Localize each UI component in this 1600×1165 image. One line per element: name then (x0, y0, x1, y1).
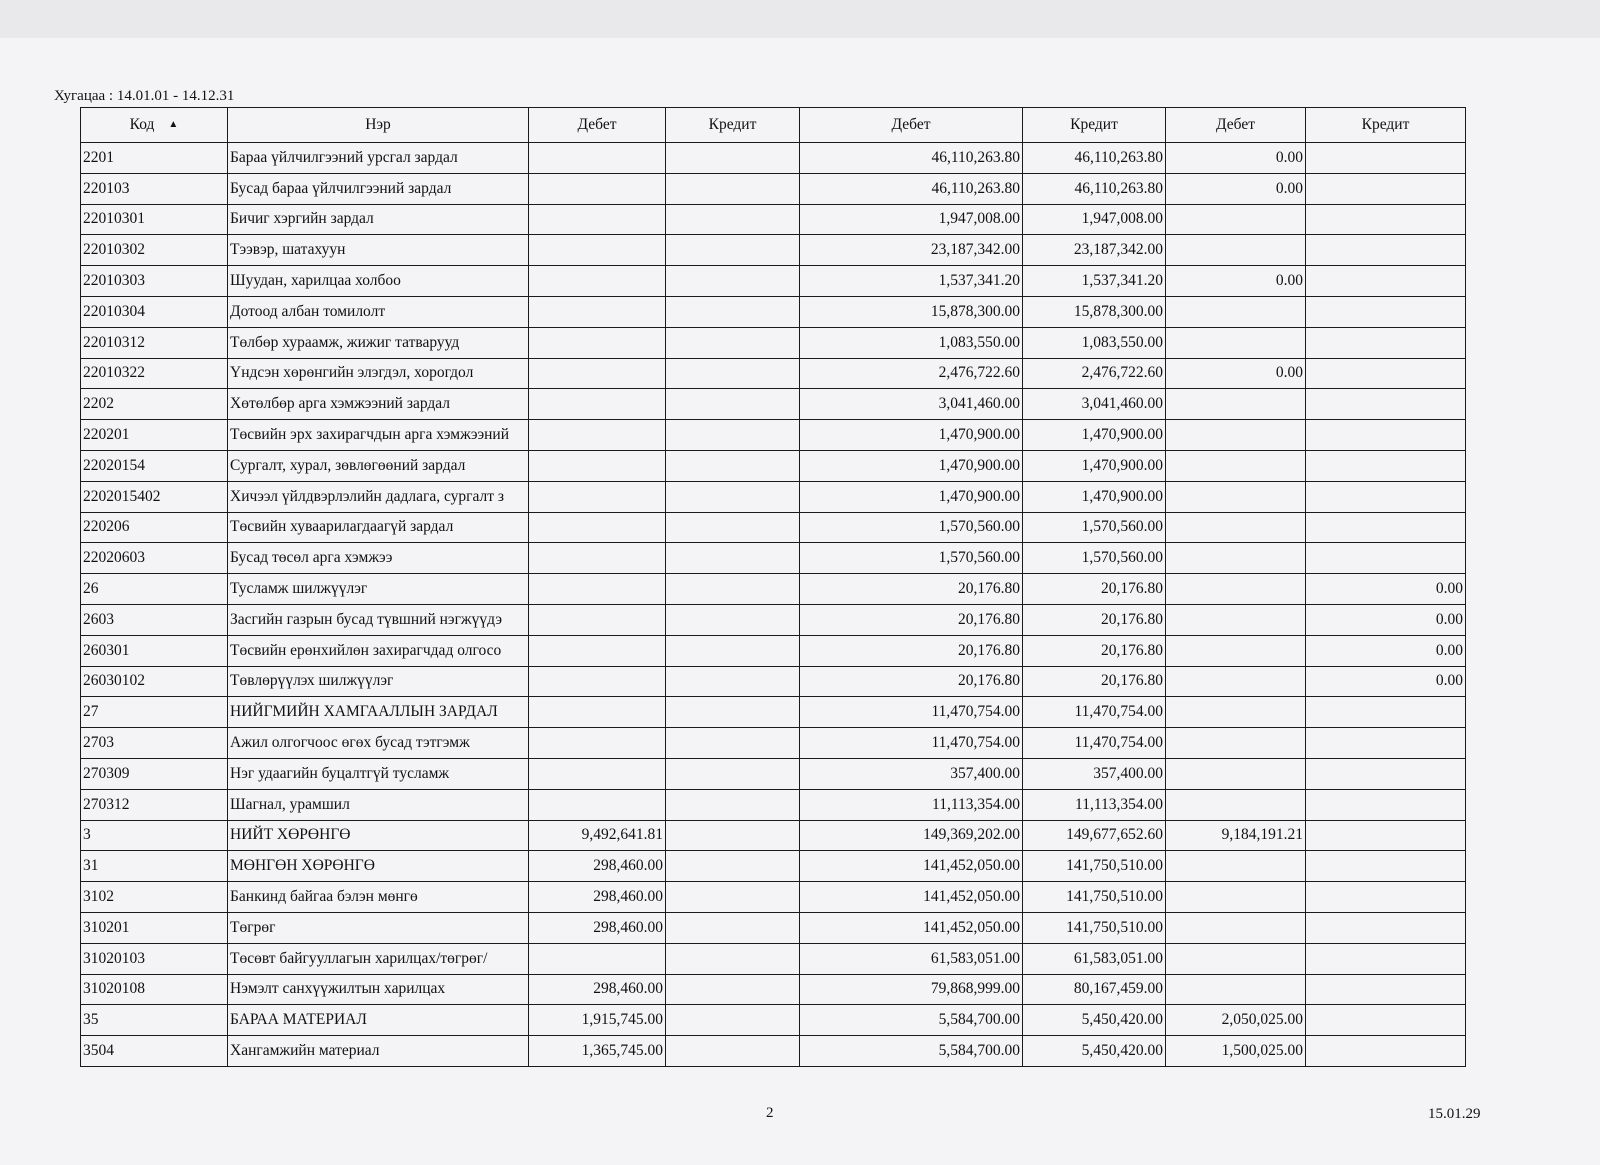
credit-closing-cell (1306, 882, 1466, 913)
debit-opening-cell (529, 512, 666, 543)
credit-opening-cell (666, 666, 800, 697)
credit-opening-cell (666, 820, 800, 851)
credit-closing-cell (1306, 697, 1466, 728)
account-code-cell: 22020154 (81, 450, 228, 481)
account-name-cell: БАРАА МАТЕРИАЛ (228, 1005, 529, 1036)
debit-opening-cell (529, 358, 666, 389)
col-header-debit-closing[interactable]: Дебет (1166, 108, 1306, 143)
credit-closing-cell (1306, 389, 1466, 420)
table-row[interactable] (81, 943, 1466, 974)
account-code-cell: 220103 (81, 173, 228, 204)
table-row[interactable] (81, 604, 1466, 635)
debit-closing-cell: 1,500,025.00 (1166, 1036, 1306, 1067)
debit-closing-cell (1166, 327, 1306, 358)
debit-turnover-cell: 61,583,051.00 (800, 943, 1023, 974)
debit-turnover-cell: 1,570,560.00 (800, 543, 1023, 574)
debit-opening-cell: 9,492,641.81 (529, 820, 666, 851)
debit-opening-cell (529, 420, 666, 451)
credit-turnover-cell: 1,470,900.00 (1023, 450, 1166, 481)
debit-closing-cell (1166, 235, 1306, 266)
debit-opening-cell: 1,915,745.00 (529, 1005, 666, 1036)
account-code-cell: 26030102 (81, 666, 228, 697)
debit-turnover-cell: 46,110,263.80 (800, 173, 1023, 204)
sort-ascending-icon[interactable]: ▲ (168, 119, 179, 130)
credit-opening-cell (666, 420, 800, 451)
debit-opening-cell (529, 728, 666, 759)
table-row[interactable] (81, 1036, 1466, 1067)
table-row[interactable] (81, 820, 1466, 851)
debit-turnover-cell: 1,470,900.00 (800, 481, 1023, 512)
account-name-cell: Бусад бараа үйлчилгээний зардал (228, 173, 529, 204)
debit-opening-cell (529, 635, 666, 666)
debit-opening-cell (529, 143, 666, 174)
account-name-cell: Төвлөрүүлэх шилжүүлэг (228, 666, 529, 697)
debit-opening-cell (529, 266, 666, 297)
table-row[interactable] (81, 543, 1466, 574)
account-code-cell: 2201 (81, 143, 228, 174)
page-number: 2 (766, 1105, 774, 1121)
debit-closing-cell (1166, 728, 1306, 759)
credit-closing-cell: 0.00 (1306, 635, 1466, 666)
account-code-cell: 2202 (81, 389, 228, 420)
credit-turnover-cell: 1,470,900.00 (1023, 420, 1166, 451)
account-code-cell: 22010312 (81, 327, 228, 358)
debit-turnover-cell: 5,584,700.00 (800, 1005, 1023, 1036)
credit-opening-cell (666, 204, 800, 235)
table-row[interactable] (81, 789, 1466, 820)
account-code-cell: 22010301 (81, 204, 228, 235)
debit-closing-cell (1166, 389, 1306, 420)
account-name-cell: Нэг удаагийн буцалтгүй тусламж (228, 758, 529, 789)
debit-closing-cell (1166, 450, 1306, 481)
col-header-credit-turnover[interactable]: Кредит (1023, 108, 1166, 143)
debit-closing-cell (1166, 789, 1306, 820)
credit-turnover-cell: 2,476,722.60 (1023, 358, 1166, 389)
debit-closing-cell (1166, 943, 1306, 974)
account-code-cell: 27 (81, 697, 228, 728)
credit-opening-cell (666, 943, 800, 974)
credit-closing-cell: 0.00 (1306, 666, 1466, 697)
credit-opening-cell (666, 481, 800, 512)
table-row[interactable] (81, 728, 1466, 759)
credit-opening-cell (666, 1005, 800, 1036)
account-name-cell: Бараа үйлчилгээний урсгал зардал (228, 143, 529, 174)
credit-opening-cell (666, 974, 800, 1005)
account-name-cell: Бусад төсөл арга хэмжээ (228, 543, 529, 574)
debit-closing-cell (1166, 420, 1306, 451)
debit-closing-cell (1166, 204, 1306, 235)
credit-closing-cell (1306, 327, 1466, 358)
account-name-cell: МӨНГӨН ХӨРӨНГӨ (228, 851, 529, 882)
debit-turnover-cell: 79,868,999.00 (800, 974, 1023, 1005)
credit-opening-cell (666, 235, 800, 266)
credit-opening-cell (666, 851, 800, 882)
col-header-debit-turnover[interactable]: Дебет (800, 108, 1023, 143)
account-code-cell: 220201 (81, 420, 228, 451)
debit-opening-cell: 298,460.00 (529, 851, 666, 882)
credit-turnover-cell: 46,110,263.80 (1023, 143, 1166, 174)
account-code-cell: 31020108 (81, 974, 228, 1005)
debit-opening-cell: 298,460.00 (529, 912, 666, 943)
account-name-cell: Нэмэлт санхүүжилтын харилцах (228, 974, 529, 1005)
debit-turnover-cell: 1,083,550.00 (800, 327, 1023, 358)
credit-closing-cell (1306, 758, 1466, 789)
table-row[interactable] (81, 697, 1466, 728)
account-code-cell: 3102 (81, 882, 228, 913)
credit-turnover-cell: 141,750,510.00 (1023, 851, 1166, 882)
credit-opening-cell (666, 574, 800, 605)
credit-turnover-cell: 5,450,420.00 (1023, 1036, 1166, 1067)
credit-closing-cell (1306, 512, 1466, 543)
table-row[interactable] (81, 296, 1466, 327)
debit-opening-cell (529, 789, 666, 820)
credit-closing-cell (1306, 543, 1466, 574)
credit-turnover-cell: 1,947,008.00 (1023, 204, 1166, 235)
account-code-cell: 270309 (81, 758, 228, 789)
credit-closing-cell (1306, 851, 1466, 882)
col-header-code[interactable]: Код ▲ (81, 108, 228, 143)
credit-opening-cell (666, 758, 800, 789)
table-row[interactable] (81, 327, 1466, 358)
credit-closing-cell (1306, 820, 1466, 851)
debit-turnover-cell: 20,176.80 (800, 666, 1023, 697)
credit-opening-cell (666, 512, 800, 543)
account-name-cell: Үндсэн хөрөнгийн элэгдэл, хорогдол (228, 358, 529, 389)
credit-closing-cell (1306, 143, 1466, 174)
credit-closing-cell: 0.00 (1306, 604, 1466, 635)
credit-opening-cell (666, 604, 800, 635)
account-code-cell: 220206 (81, 512, 228, 543)
credit-closing-cell (1306, 789, 1466, 820)
col-header-name[interactable]: Нэр (228, 108, 529, 143)
credit-turnover-cell: 61,583,051.00 (1023, 943, 1166, 974)
debit-closing-cell (1166, 912, 1306, 943)
table-row[interactable] (81, 851, 1466, 882)
account-code-cell: 3504 (81, 1036, 228, 1067)
account-code-cell: 22020603 (81, 543, 228, 574)
credit-closing-cell (1306, 204, 1466, 235)
table-row[interactable] (81, 389, 1466, 420)
credit-opening-cell (666, 389, 800, 420)
debit-opening-cell (529, 481, 666, 512)
account-code-cell: 3 (81, 820, 228, 851)
table-row[interactable] (81, 481, 1466, 512)
table-row[interactable] (81, 912, 1466, 943)
debit-closing-cell: 0.00 (1166, 143, 1306, 174)
table-row[interactable] (81, 666, 1466, 697)
credit-closing-cell (1306, 1036, 1466, 1067)
table-row[interactable] (81, 1005, 1466, 1036)
table-row[interactable] (81, 512, 1466, 543)
account-code-cell: 22010304 (81, 296, 228, 327)
credit-opening-cell (666, 697, 800, 728)
print-date: 15.01.29 (1428, 1106, 1481, 1122)
credit-turnover-cell: 3,041,460.00 (1023, 389, 1166, 420)
table-row[interactable] (81, 974, 1466, 1005)
credit-turnover-cell: 80,167,459.00 (1023, 974, 1166, 1005)
debit-opening-cell (529, 574, 666, 605)
credit-closing-cell (1306, 481, 1466, 512)
table-row[interactable] (81, 204, 1466, 235)
debit-turnover-cell: 11,113,354.00 (800, 789, 1023, 820)
credit-turnover-cell: 15,878,300.00 (1023, 296, 1166, 327)
credit-opening-cell (666, 789, 800, 820)
debit-turnover-cell: 141,452,050.00 (800, 912, 1023, 943)
debit-opening-cell: 1,365,745.00 (529, 1036, 666, 1067)
account-code-cell: 270312 (81, 789, 228, 820)
debit-opening-cell (529, 758, 666, 789)
debit-closing-cell (1166, 851, 1306, 882)
debit-opening-cell (529, 697, 666, 728)
table-row[interactable] (81, 266, 1466, 297)
account-name-cell: Төгрөг (228, 912, 529, 943)
account-code-cell: 31020103 (81, 943, 228, 974)
ledger-table (80, 107, 1466, 1067)
debit-opening-cell: 298,460.00 (529, 882, 666, 913)
account-name-cell: Хөтөлбөр арга хэмжээний зардал (228, 389, 529, 420)
debit-closing-cell (1166, 543, 1306, 574)
credit-opening-cell (666, 358, 800, 389)
account-name-cell: Банкинд байгаа бэлэн мөнгө (228, 882, 529, 913)
account-code-cell: 2603 (81, 604, 228, 635)
account-code-cell: 22010303 (81, 266, 228, 297)
account-name-cell: Засгийн газрын бусад түвшний нэгжүүдэ (228, 604, 529, 635)
credit-turnover-cell: 5,450,420.00 (1023, 1005, 1166, 1036)
debit-opening-cell (529, 666, 666, 697)
credit-closing-cell (1306, 358, 1466, 389)
debit-closing-cell: 9,184,191.21 (1166, 820, 1306, 851)
debit-opening-cell: 298,460.00 (529, 974, 666, 1005)
credit-turnover-cell: 141,750,510.00 (1023, 912, 1166, 943)
col-header-credit-opening[interactable]: Кредит (666, 108, 800, 143)
debit-closing-cell (1166, 481, 1306, 512)
debit-turnover-cell: 46,110,263.80 (800, 143, 1023, 174)
debit-turnover-cell: 11,470,754.00 (800, 697, 1023, 728)
debit-closing-cell (1166, 666, 1306, 697)
account-name-cell: Дотоод албан томилолт (228, 296, 529, 327)
scan-top-band (0, 0, 1600, 38)
debit-opening-cell (529, 450, 666, 481)
credit-turnover-cell: 1,537,341.20 (1023, 266, 1166, 297)
debit-turnover-cell: 141,452,050.00 (800, 882, 1023, 913)
account-name-cell: Хичээл үйлдвэрлэлийн дадлага, сургалт з (228, 481, 529, 512)
account-name-cell: Шуудан, харилцаа холбоо (228, 266, 529, 297)
credit-turnover-cell: 149,677,652.60 (1023, 820, 1166, 851)
credit-turnover-cell: 23,187,342.00 (1023, 235, 1166, 266)
debit-turnover-cell: 3,041,460.00 (800, 389, 1023, 420)
debit-turnover-cell: 2,476,722.60 (800, 358, 1023, 389)
debit-closing-cell: 0.00 (1166, 358, 1306, 389)
credit-turnover-cell: 46,110,263.80 (1023, 173, 1166, 204)
debit-opening-cell (529, 327, 666, 358)
credit-closing-cell (1306, 1005, 1466, 1036)
credit-opening-cell (666, 327, 800, 358)
account-name-cell: Төсвийн эрх захирагчдын арга хэмжээний (228, 420, 529, 451)
debit-turnover-cell: 23,187,342.00 (800, 235, 1023, 266)
debit-opening-cell (529, 296, 666, 327)
debit-opening-cell (529, 543, 666, 574)
credit-closing-cell (1306, 943, 1466, 974)
debit-closing-cell (1166, 574, 1306, 605)
account-code-cell: 310201 (81, 912, 228, 943)
credit-opening-cell (666, 266, 800, 297)
debit-turnover-cell: 20,176.80 (800, 635, 1023, 666)
table-row[interactable] (81, 420, 1466, 451)
credit-closing-cell (1306, 266, 1466, 297)
debit-opening-cell (529, 943, 666, 974)
credit-closing-cell (1306, 728, 1466, 759)
credit-closing-cell (1306, 296, 1466, 327)
credit-opening-cell (666, 143, 800, 174)
debit-closing-cell (1166, 635, 1306, 666)
credit-opening-cell (666, 173, 800, 204)
debit-turnover-cell: 1,947,008.00 (800, 204, 1023, 235)
credit-opening-cell (666, 728, 800, 759)
credit-turnover-cell: 141,750,510.00 (1023, 882, 1166, 913)
credit-turnover-cell: 1,083,550.00 (1023, 327, 1166, 358)
account-code-cell: 260301 (81, 635, 228, 666)
debit-opening-cell (529, 389, 666, 420)
credit-closing-cell (1306, 450, 1466, 481)
credit-turnover-cell: 1,470,900.00 (1023, 481, 1166, 512)
header-row (81, 108, 1466, 143)
credit-turnover-cell: 11,470,754.00 (1023, 697, 1166, 728)
debit-closing-cell: 0.00 (1166, 266, 1306, 297)
credit-closing-cell (1306, 912, 1466, 943)
debit-closing-cell (1166, 697, 1306, 728)
debit-closing-cell (1166, 758, 1306, 789)
credit-closing-cell (1306, 235, 1466, 266)
credit-turnover-cell: 11,470,754.00 (1023, 728, 1166, 759)
debit-turnover-cell: 20,176.80 (800, 604, 1023, 635)
debit-turnover-cell: 11,470,754.00 (800, 728, 1023, 759)
ledger-body (81, 143, 1466, 1067)
account-code-cell: 22010302 (81, 235, 228, 266)
credit-turnover-cell: 1,570,560.00 (1023, 512, 1166, 543)
credit-closing-cell (1306, 974, 1466, 1005)
account-name-cell: Шагнал, урамшил (228, 789, 529, 820)
debit-closing-cell (1166, 296, 1306, 327)
credit-opening-cell (666, 635, 800, 666)
table-row[interactable] (81, 235, 1466, 266)
credit-turnover-cell: 20,176.80 (1023, 604, 1166, 635)
credit-turnover-cell: 1,570,560.00 (1023, 543, 1166, 574)
debit-turnover-cell: 1,570,560.00 (800, 512, 1023, 543)
debit-closing-cell (1166, 512, 1306, 543)
debit-turnover-cell: 5,584,700.00 (800, 1036, 1023, 1067)
credit-opening-cell (666, 543, 800, 574)
account-name-cell: Хангамжийн материал (228, 1036, 529, 1067)
table-row[interactable] (81, 450, 1466, 481)
period-label: Хугацаа : 14.01.01 - 14.12.31 (54, 88, 235, 104)
credit-opening-cell (666, 882, 800, 913)
debit-opening-cell (529, 204, 666, 235)
debit-closing-cell: 0.00 (1166, 173, 1306, 204)
table-row[interactable] (81, 882, 1466, 913)
debit-opening-cell (529, 604, 666, 635)
credit-closing-cell: 0.00 (1306, 574, 1466, 605)
debit-closing-cell: 2,050,025.00 (1166, 1005, 1306, 1036)
debit-turnover-cell: 1,470,900.00 (800, 420, 1023, 451)
credit-turnover-cell: 20,176.80 (1023, 635, 1166, 666)
credit-turnover-cell: 20,176.80 (1023, 666, 1166, 697)
table-row[interactable] (81, 358, 1466, 389)
account-code-cell: 31 (81, 851, 228, 882)
table-row[interactable] (81, 143, 1466, 174)
credit-closing-cell (1306, 420, 1466, 451)
credit-opening-cell (666, 296, 800, 327)
credit-turnover-cell: 20,176.80 (1023, 574, 1166, 605)
credit-opening-cell (666, 912, 800, 943)
debit-closing-cell (1166, 604, 1306, 635)
debit-turnover-cell: 149,369,202.00 (800, 820, 1023, 851)
account-name-cell: Сургалт, хурал, зөвлөгөөний зардал (228, 450, 529, 481)
credit-closing-cell (1306, 173, 1466, 204)
account-code-cell: 2703 (81, 728, 228, 759)
col-header-debit-opening[interactable]: Дебет (529, 108, 666, 143)
account-name-cell: Тээвэр, шатахуун (228, 235, 529, 266)
account-name-cell: Төсвийн хуваарилагдаагүй зардал (228, 512, 529, 543)
debit-closing-cell (1166, 974, 1306, 1005)
account-name-cell: Төсөвт байгууллагын харилцах/төгрөг/ (228, 943, 529, 974)
account-code-cell: 26 (81, 574, 228, 605)
debit-turnover-cell: 141,452,050.00 (800, 851, 1023, 882)
account-name-cell: Ажил олгогчоос өгөх бусад тэтгэмж (228, 728, 529, 759)
credit-turnover-cell: 11,113,354.00 (1023, 789, 1166, 820)
col-header-credit-closing[interactable]: Кредит (1306, 108, 1466, 143)
table-row[interactable] (81, 758, 1466, 789)
debit-turnover-cell: 1,470,900.00 (800, 450, 1023, 481)
table-row[interactable] (81, 173, 1466, 204)
credit-turnover-cell: 357,400.00 (1023, 758, 1166, 789)
table-row[interactable] (81, 635, 1466, 666)
table-row[interactable] (81, 574, 1466, 605)
account-code-cell: 35 (81, 1005, 228, 1036)
account-name-cell: Бичиг хэргийн зардал (228, 204, 529, 235)
debit-opening-cell (529, 235, 666, 266)
account-code-cell: 2202015402 (81, 481, 228, 512)
debit-turnover-cell: 15,878,300.00 (800, 296, 1023, 327)
debit-turnover-cell: 20,176.80 (800, 574, 1023, 605)
debit-closing-cell (1166, 882, 1306, 913)
account-name-cell: НИЙГМИЙН ХАМГААЛЛЫН ЗАРДАЛ (228, 697, 529, 728)
account-name-cell: Тусламж шилжүүлэг (228, 574, 529, 605)
debit-opening-cell (529, 173, 666, 204)
credit-opening-cell (666, 450, 800, 481)
credit-opening-cell (666, 1036, 800, 1067)
account-name-cell: НИЙТ ХӨРӨНГӨ (228, 820, 529, 851)
debit-turnover-cell: 1,537,341.20 (800, 266, 1023, 297)
debit-turnover-cell: 357,400.00 (800, 758, 1023, 789)
account-code-cell: 22010322 (81, 358, 228, 389)
account-name-cell: Төлбөр хураамж, жижиг татварууд (228, 327, 529, 358)
account-name-cell: Төсвийн ерөнхийлөн захирагчдад олгосо (228, 635, 529, 666)
